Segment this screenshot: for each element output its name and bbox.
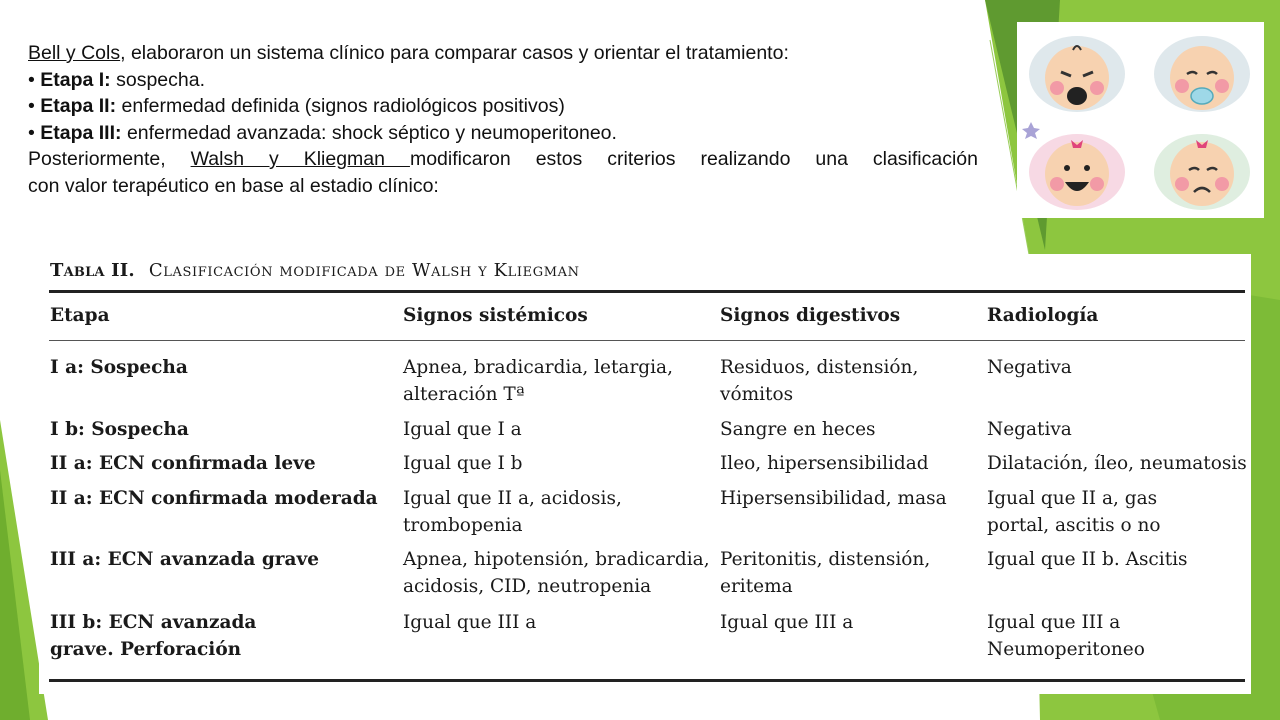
table-cell-digestivos: Peritonitis, distensión, eritema <box>720 549 931 597</box>
table-cell-sistemicos: Igual que III a <box>403 612 537 633</box>
table-cell-etapa: II a: ECN confirmada moderada <box>50 488 378 509</box>
table-cell-etapa: III a: ECN avanzada grave <box>50 549 320 570</box>
table-cell-etapa: III b: ECN avanzada grave. Perforación <box>50 612 257 660</box>
table-cell-radiologia: Negativa <box>987 357 1072 378</box>
table-cell-sistemicos: Igual que I a <box>403 419 522 440</box>
table-cell-radiologia: Igual que II a, gas portal, ascitis o no <box>987 488 1161 536</box>
table-cell-digestivos: Ileo, hipersensibilidad <box>720 453 929 474</box>
table-cell-etapa: I b: Sospecha <box>50 419 189 440</box>
header-digestivos: Signos digestivos <box>720 305 901 326</box>
babies-illustration <box>1017 22 1264 218</box>
table-cell-sistemicos: Igual que I b <box>403 453 523 474</box>
walsh-kliegman-link[interactable]: Walsh y Kliegman <box>190 148 410 170</box>
table-cell-etapa: II a: ECN confirmada leve <box>50 453 316 474</box>
table-cell-sistemicos: Igual que II a, acidosis, trombopenia <box>403 488 622 536</box>
table-cell-sistemicos: Apnea, hipotensión, bradicardia, acidosis, CID, neutropenia <box>403 549 710 597</box>
header-rule <box>49 340 1245 341</box>
stage-2: • Etapa II: enfermedad definida (signos radiológicos positivos) <box>28 95 565 117</box>
baby-faces-image <box>1017 22 1264 218</box>
table-cell-radiologia: Igual que III a Neumoperitoneo <box>987 612 1145 660</box>
table-cell-radiologia: Dilatación, íleo, neumatosis <box>987 453 1247 474</box>
table-cell-digestivos: Residuos, distensión, vómitos <box>720 357 919 405</box>
stage-1: • Etapa I: sospecha. <box>28 68 205 91</box>
classification-table <box>39 254 1251 694</box>
intro-line1: Bell y Cols, elaboraron un sistema clínico para comparar casos y orientar el tratamiento: <box>28 42 789 64</box>
table-cell-digestivos: Sangre en heces <box>720 419 876 440</box>
table-cell-etapa: I a: Sospecha <box>50 357 188 378</box>
stage-3: • Etapa III: enfermedad avanzada: shock séptico y neumoperitoneo. <box>28 121 617 144</box>
header-sistemicos: Signos sistémicos <box>403 305 588 326</box>
intro-post-line2: con valor terapéutico en base al estadio clínico: <box>28 174 439 197</box>
intro-text <box>28 40 978 199</box>
intro-post-line1: Posteriormente, Walsh y Kliegman modificaron estos criterios realizando una clasificación <box>28 148 978 170</box>
table-caption: Tabla II. Clasificación modificada de Walsh y Kliegman <box>50 260 580 281</box>
table-cell-digestivos: Igual que III a <box>720 612 854 633</box>
header-radiologia: Radiología <box>987 305 1099 326</box>
table-cell-radiologia: Negativa <box>987 419 1072 440</box>
table-cell-radiologia: Igual que II b. Ascitis <box>987 549 1188 570</box>
bell-cols-link[interactable]: Bell y Cols <box>28 42 121 64</box>
table-top-rule <box>49 290 1245 293</box>
table-cell-sistemicos: Apnea, bradicardia, letargia, alteración Tª <box>403 357 673 405</box>
table-bottom-rule <box>49 679 1245 682</box>
table-cell-digestivos: Hipersensibilidad, masa <box>720 488 947 509</box>
header-etapa: Etapa <box>50 305 110 326</box>
